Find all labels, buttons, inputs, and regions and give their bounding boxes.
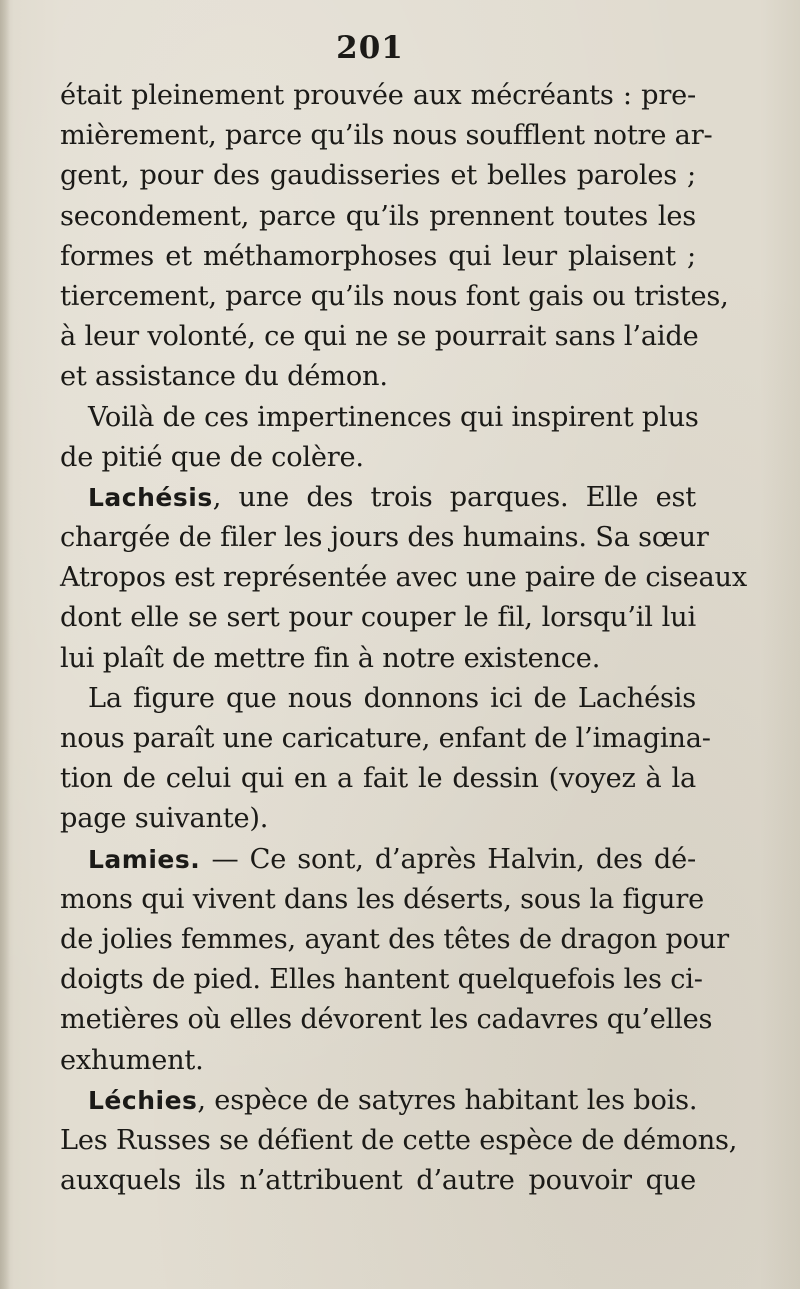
- text-line: tiercement, parce qu’ils nous font gais ou tristes,: [60, 280, 729, 312]
- text-line: nous paraît une caricature, enfant de l’imagina-: [60, 723, 711, 754]
- text-line: et assistance du démon.: [60, 361, 388, 393]
- entry-text: , espèce de satyres habitant les bois.: [197, 1084, 698, 1116]
- text-line: formes et méthamorphoses qui leur plaisent ;: [60, 240, 696, 272]
- headword-lachesis: Lachésis: [88, 482, 213, 512]
- text-line: gent, pour des gaudisseries et belles paroles ;: [60, 160, 696, 192]
- text-line: doigts de pied. Elles hantent quelquefois les ci-: [60, 964, 703, 996]
- headword-lamies: Lamies.: [88, 844, 201, 874]
- text-line: chargée de filer les jours des humains. Sa sœur: [60, 522, 709, 554]
- entry-text: , une des trois parques. Elle est: [212, 481, 696, 513]
- text-line: secondement, parce qu’ils prennent toutes les: [60, 200, 696, 232]
- text-line: lui plaît de mettre fin à notre existence.: [60, 642, 601, 674]
- entry-lechies: [60, 1081, 696, 1121]
- text-line: était pleinement prouvée aux mécréants : pre-: [60, 80, 696, 111]
- headword-lechies: Léchies: [88, 1085, 198, 1115]
- text-line: auxquels ils n’attribuent d’autre pouvoir que: [60, 1165, 696, 1197]
- page-number: 201: [336, 30, 404, 66]
- text-line: mons qui vivent dans les déserts, sous la figure: [60, 883, 705, 915]
- text-line: La figure que nous donnons ici de Lachésis: [88, 682, 696, 714]
- text-line: Voilà de ces impertinences qui inspirent plus: [88, 401, 699, 433]
- text-line: Les Russes se défient de cette espèce de démons,: [60, 1124, 738, 1156]
- binding-edge: [0, 0, 10, 1289]
- text-line: dont elle se sert pour couper le fil, lorsqu’il lui: [60, 602, 696, 634]
- text-line: exhument.: [60, 1044, 204, 1076]
- entry-lachesis: [60, 478, 696, 518]
- text-line: Atropos est représentée avec une paire de ciseaux: [60, 562, 747, 594]
- text-line: page suivante).: [60, 803, 269, 835]
- text-line: mièrement, parce qu’ils nous soufflent notre ar-: [60, 120, 713, 152]
- text-line: tion de celui qui en a fait le dessin (voyez à la: [60, 763, 696, 795]
- entry-lamies: [60, 840, 696, 880]
- text-line: à leur volonté, ce qui ne se pourrait sans l’aide: [60, 321, 699, 353]
- body-text: [60, 76, 747, 1201]
- text-line: metières où elles dévorent les cadavres qu’elles: [60, 1004, 713, 1036]
- text-line: de jolies femmes, ayant des têtes de dragon pour: [60, 923, 729, 955]
- entry-text: — Ce sont, d’après Halvin, des dé-: [200, 843, 696, 875]
- text-line: de pitié que de colère.: [60, 441, 364, 473]
